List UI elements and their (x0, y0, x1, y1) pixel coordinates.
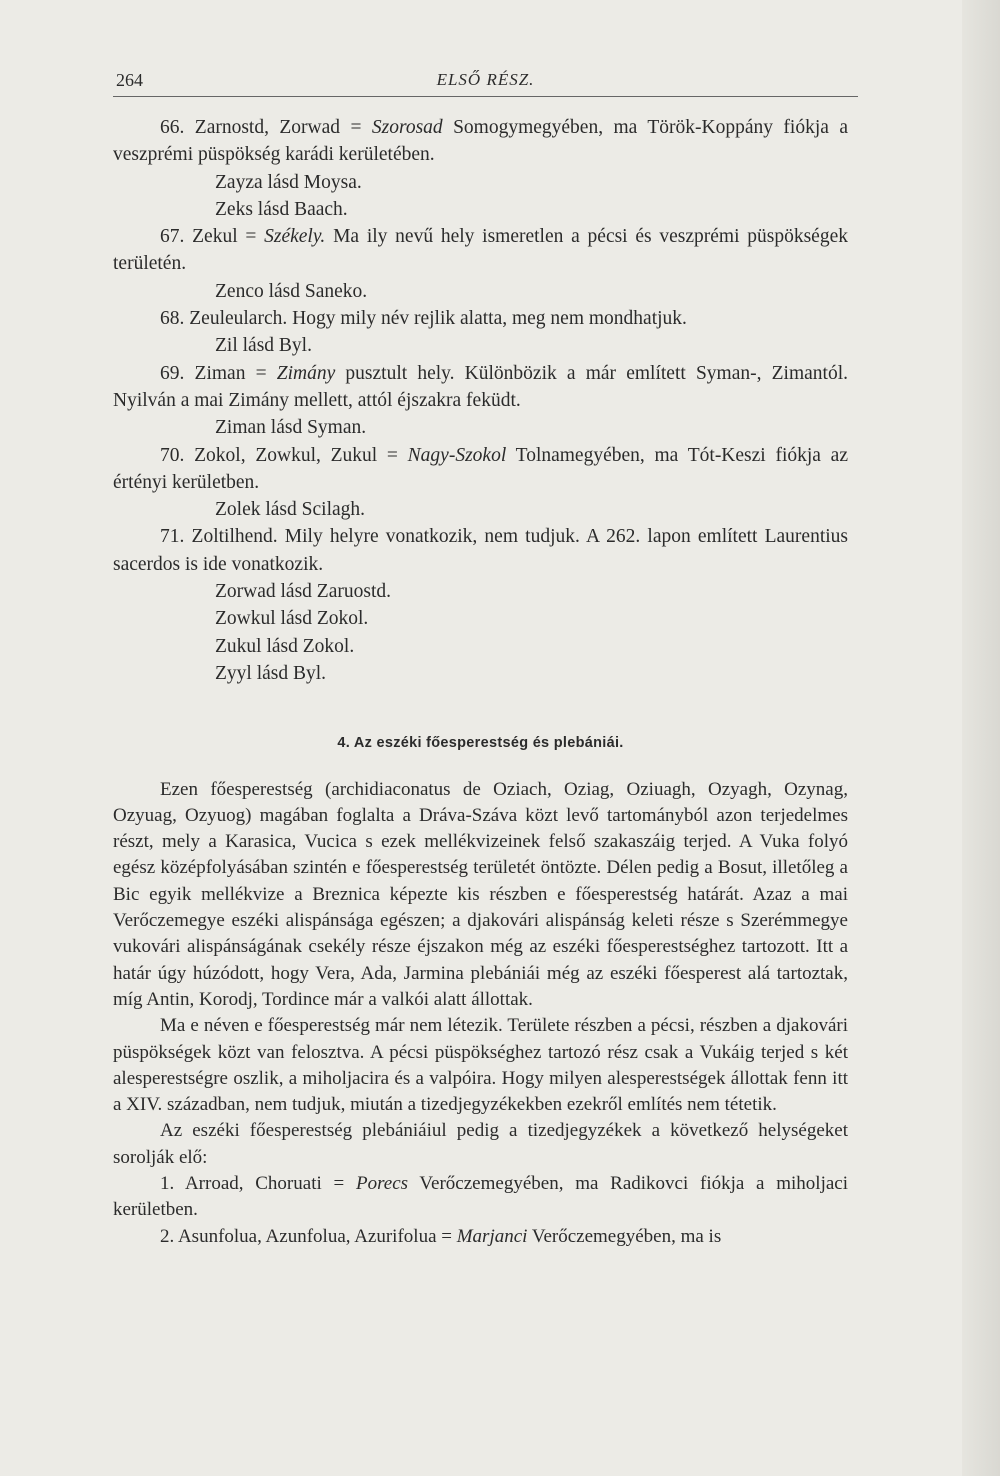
entry-67: 67. Zekul = Székely. Ma ily nevű hely ismeretlen a pécsi és veszprémi püspökségek területén. (113, 226, 848, 275)
page-content (113, 114, 848, 1250)
cross-reference: Zenco lásd Saneko. (215, 280, 368, 302)
cross-reference: Zowkul lásd Zokol. (215, 608, 369, 630)
page-edge (962, 0, 1000, 1476)
cross-reference: Zyyl lásd Byl. (215, 662, 327, 684)
paragraph: Ezen főesperestség (archidiaconatus de Oziach, Oziag, Oziuagh, Ozyagh, Ozynag, Ozyuag, Ozyuog) magában foglalta a Dráva-Száva közt levő tartományból azon terjedelmes részt, mely a Karasica, Vucica s ezek mellékvizeinek felső szakaszáig terjed. A Vuka folyó egész középfolyásában szintén e főesperestség területét öntözte. Délen pedig a Bosut, illetőleg a Bic egyik mellékvize a Breznica képezte kis részben e főesperestség határát. Azaz a mai Verőczemegye eszéki alispánsága egészen; a djakovári alispánság keleti része s Szerémmegye vukovári alispánságának csekély része éjszakon még az eszéki főesperestséghez tartozott. Itt a határ úgy húzódott, hogy Vera, Ada, Jarmina plebániái még az eszéki főesperest alá tartoztak, míg Antin, Korodj, Tordince már a valkói alatt állottak. (113, 778, 848, 1010)
section-heading: 4. Az eszéki főesperestség és plebániái. (337, 735, 624, 752)
cross-reference: Zayza lásd Moysa. (215, 171, 362, 193)
cross-reference: Zukul lásd Zokol. (215, 635, 355, 657)
cross-reference: Zorwad lásd Zaruostd. (215, 581, 391, 603)
paragraph: Ma e néven e főesperestség már nem létezik. Területe részben a pécsi, részben a djakovári püspökségek közt van felosztva. A pécsi püspökséghez tartozó rész csak a Vukáig terjed s két alesperestségre oszlik, a miholjacira és a valpóira. Hogy milyen alesperestségek állottak fenn itt a XIV. században, nem tudjuk, miután a tizedjegyzékekben ezekről említés nem tétetik. (113, 1015, 848, 1116)
paragraph: Az eszéki főesperestség plebániáiul pedig a tizedjegyzékek a következő helységeket sorolják elő: (113, 1120, 848, 1168)
entry-list (113, 114, 848, 687)
entry-70: 70. Zokol, Zowkul, Zukul = Nagy-Szokol Tolnamegyében, ma Tót-Keszi fiókja az értényi kerületben. (113, 444, 848, 493)
page-number: 264 (116, 70, 143, 90)
parish-entry-2: 2. Asunfolua, Azunfolua, Azurifolua = Marjanci Verőczemegyében, ma is (160, 1225, 722, 1247)
cross-reference: Zeks lásd Baach. (215, 198, 348, 220)
page-header (113, 66, 858, 97)
section-body (113, 777, 848, 1250)
entry-68: 68. Zeuleularch. Hogy mily név rejlik alatta, meg nem mondhatjuk. (160, 308, 687, 330)
running-head: ELSŐ RÉSZ. (436, 70, 535, 89)
entry-71: 71. Zoltilhend. Mily helyre vonatkozik, nem tudjuk. A 262. lapon említett Laurentius sacerdos is ide vonatkozik. (113, 526, 848, 575)
cross-reference: Zolek lásd Scilagh. (215, 499, 366, 521)
cross-reference: Zil lásd Byl. (215, 335, 312, 357)
entry-66: 66. Zarnostd, Zorwad = Szorosad Somogymegyében, ma Török-Koppány fiókja a veszprémi püspökség karádi kerületében. (113, 117, 848, 166)
entry-69: 69. Ziman = Zimány pusztult hely. Különbözik a már említett Syman-, Zimantól. Nyilván a mai Zimány mellett, attól éjszakra feküdt. (113, 362, 848, 411)
cross-reference: Ziman lásd Syman. (215, 417, 367, 439)
parish-entry-1: 1. Arroad, Choruati = Porecs Verőczemegyében, ma Radikovci fiókja a miholjaci kerületben. (113, 1172, 849, 1221)
